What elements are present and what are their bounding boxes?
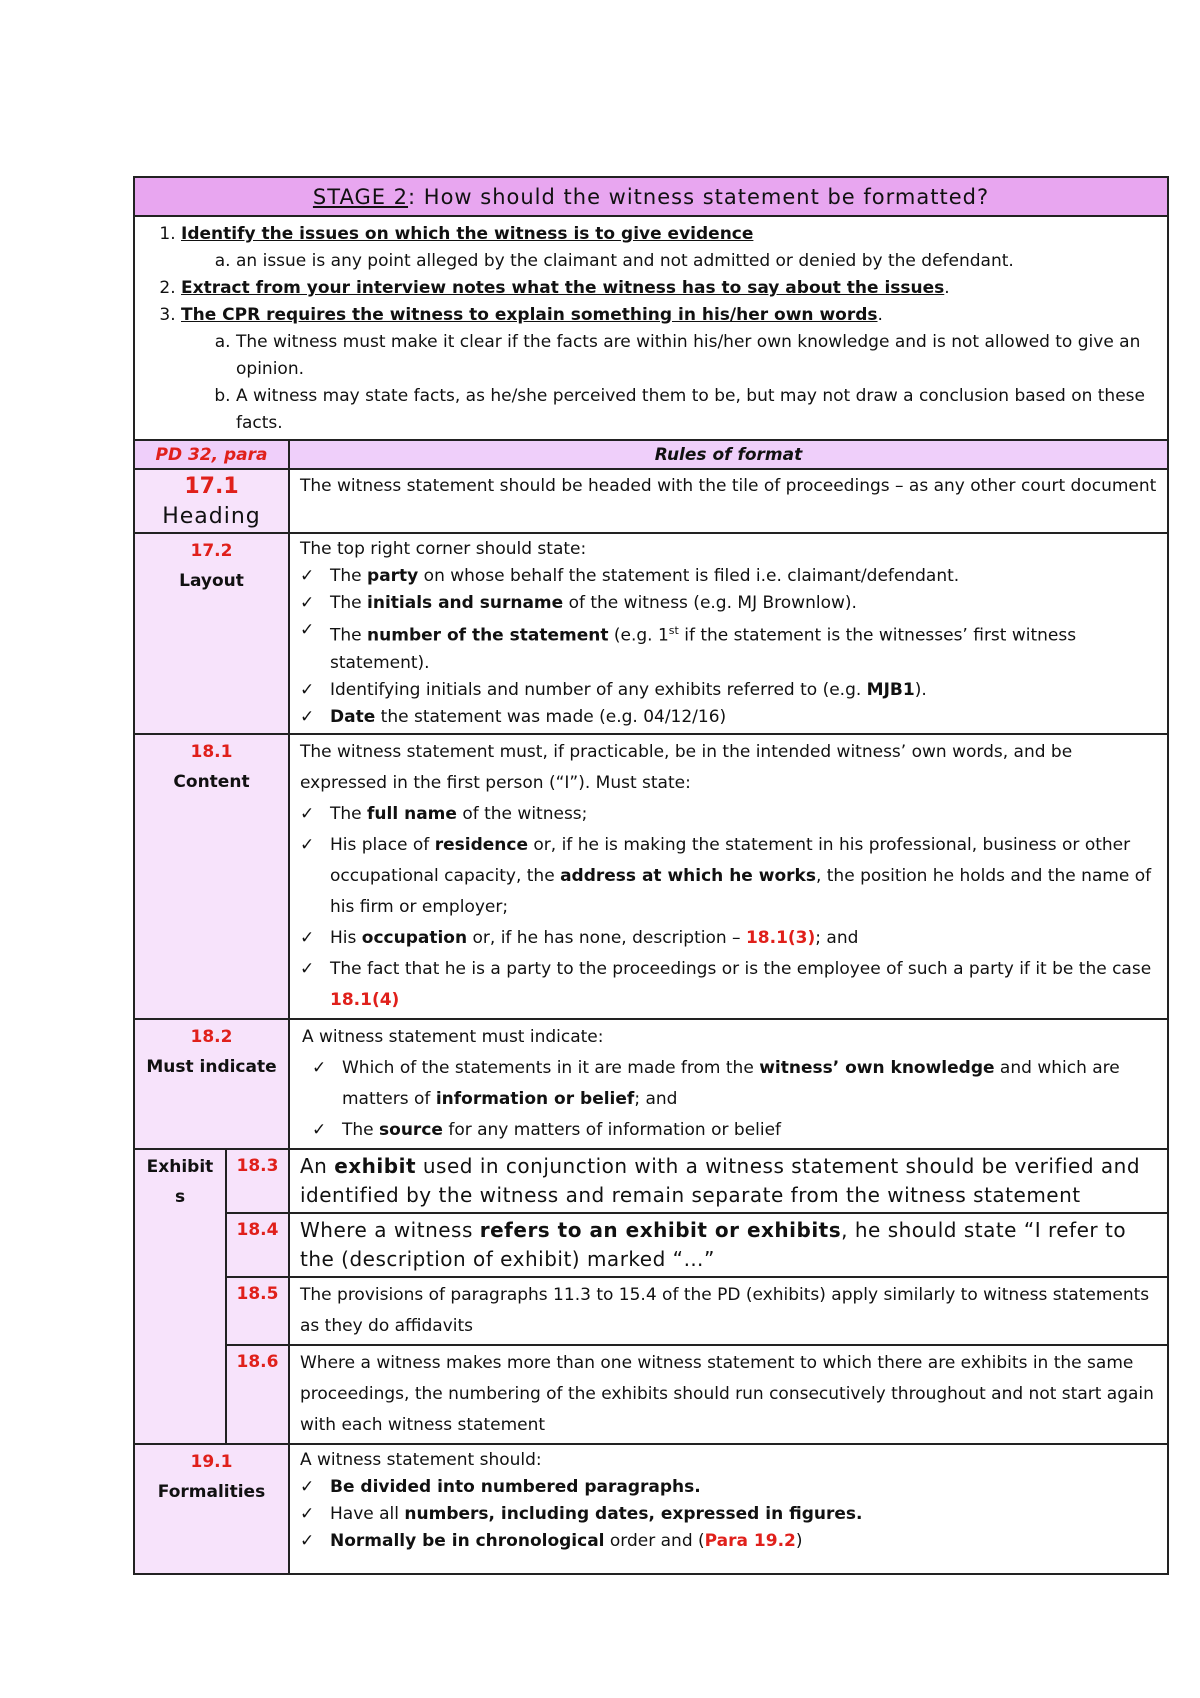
intro-steps [134,216,1168,440]
step-3: 3. The CPR requires the witness to explain something in his/her own words. a. The witness must make it clear if the facts are within his/her own knowledge and is not allowed to give an opinion. b. A witness may state facts, as he/she perceived them to be, but may not draw a conclusion based on these facts. [181,302,1157,437]
table-title: STAGE 2: How should the witness statement be formatted? [134,177,1168,216]
step-1a: a. an issue is any point alleged by the claimant and not admitted or denied by the defendant. [236,248,1157,275]
row-label-18-1: 18.1 Content [134,734,289,1019]
row-num-18-4: 18.4 [226,1213,289,1277]
row-num-18-6: 18.6 [226,1345,289,1444]
row-content-18-2: A witness statement must indicate: ✓ Which of the statements in it are made from the witness’ own knowledge and which are matters of information or belief; and ✓ The source for any matters of information or belief [289,1019,1168,1149]
row-label-17-2: 17.2 Layout [134,533,289,734]
row-content-18-3: An exhibit used in conjunction with a witness statement should be verified and identified by the witness and remain separate from the witness statement [289,1149,1168,1213]
row-content-18-5: The provisions of paragraphs 11.3 to 15.4 of the PD (exhibits) apply similarly to witness statements as they do affidavits [289,1277,1168,1345]
row-content-18-6: Where a witness makes more than one witness statement to which there are exhibits in the same proceedings, the numbering of the exhibits should run consecutively throughout and not start again with each witness statement [289,1345,1168,1444]
row-content-17-2: The top right corner should state: ✓ The party on whose behalf the statement is filed i.e. claimant/defendant. ✓ The initials and surname of the witness (e.g. MJ Brownlow). ✓ The number of the statement (e.g. 1st if the statement is the witnesses’ first witness statement). ✓ Identifying initials and number of any exhibits referred to (e.g. MJB1). ✓ Date the statement was made (e.g. 04/12/16) [289,533,1168,734]
step-3a: a. The witness must make it clear if the facts are within his/her own knowledge and is not allowed to give an opinion. [236,329,1157,383]
header-para: PD 32, para [134,440,289,469]
row-content-19-1: A witness statement should: ✓ Be divided into numbered paragraphs. ✓ Have all numbers, including dates, expressed in figures. ✓ Normally be in chronological order and (Para 19.2) [289,1444,1168,1574]
row-content-18-4: Where a witness refers to an exhibit or exhibits, he should state “I refer to the (description of exhibit) marked “…” [289,1213,1168,1277]
row-content-18-1: The witness statement must, if practicable, be in the intended witness’ own words, and be expressed in the first person (“I”). Must state: ✓ The full name of the witness; ✓ His place of residence or, if he is making the statement in his professional, business or other occupational capacity, the address at which he works, the position he holds and the name of his firm or employer; ✓ His occupation or, if he has none, description – 18.1(3); and ✓ The fact that he is a party to the proceedings or is the employee of such a party if it be the case 18.1(4) [289,734,1168,1019]
row-num-18-3: 18.3 [226,1149,289,1213]
row-label-18-2: 18.2 Must indicate [134,1019,289,1149]
header-rules: Rules of format [289,440,1168,469]
row-num-18-5: 18.5 [226,1277,289,1345]
exhibits-label: Exhibit s [134,1149,226,1444]
row-label-19-1: 19.1 Formalities [134,1444,289,1574]
step-3b: b. A witness may state facts, as he/she perceived them to be, but may not draw a conclusion based on these facts. [236,383,1157,437]
step-1: 1. Identify the issues on which the witness is to give evidence a. an issue is any point alleged by the claimant and not admitted or denied by the defendant. [181,221,1157,275]
format-table [133,176,1169,1575]
row-content-17-1: The witness statement should be headed with the tile of proceedings – as any other court document [289,469,1168,533]
row-label-17-1: 17.1 Heading [134,469,289,533]
document [133,176,1167,1575]
step-2: 2. Extract from your interview notes what the witness has to say about the issues. [181,275,1157,302]
